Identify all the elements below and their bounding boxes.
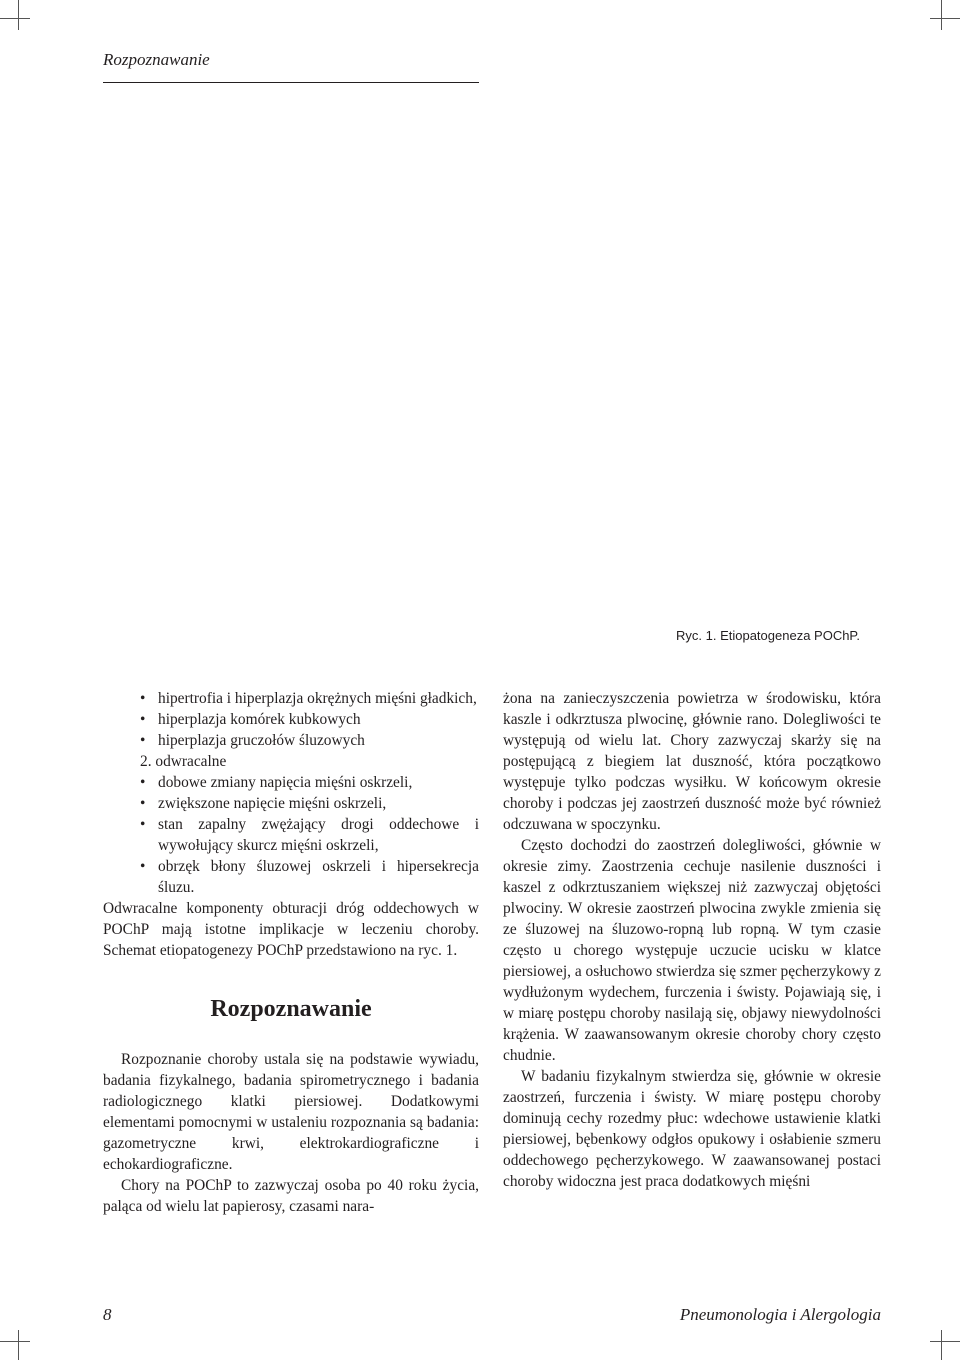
bullet-icon: •	[140, 690, 146, 707]
left-column	[103, 688, 479, 1217]
crop-mark	[18, 0, 19, 30]
journal-name: Pneumonologia i Alergologia	[679, 1305, 881, 1324]
list-item-text: hiperplazja komórek kubkowych	[158, 711, 361, 728]
section-heading: Rozpoznawanie	[210, 996, 372, 1022]
running-title: Rozpoznawanie	[103, 50, 210, 69]
bullet-icon: •	[140, 795, 146, 812]
paragraph-reversible: Odwracalne komponenty obturacji dróg oddechowych w POChP mają istotne implikacje w leczeniu choroby. Schemat etiopatogenezy POChP przedstawiono na ryc. 1.	[103, 900, 479, 959]
list-item	[103, 688, 479, 709]
right-column	[503, 688, 881, 1192]
crop-mark	[18, 1330, 19, 1360]
crop-mark	[0, 18, 30, 19]
crop-mark	[941, 0, 942, 30]
bullet-icon: •	[140, 711, 146, 728]
list-item-text: hipertrofia i hiperplazja okrężnych mięśni gładkich,	[158, 690, 477, 707]
list-item	[103, 730, 479, 751]
list-item	[103, 709, 479, 730]
numbered-item: 2. odwracalne	[140, 753, 227, 770]
crop-mark	[0, 1341, 30, 1342]
list-item	[103, 814, 479, 856]
list-item-text: zwiększone napięcie mięśni oskrzeli,	[158, 795, 387, 812]
list-item-text: stan zapalny zwężający drogi oddechowe i wywołujący skurcz mięśni oskrzeli,	[158, 816, 479, 854]
bullet-icon: •	[140, 774, 146, 791]
bullet-icon: •	[140, 732, 146, 749]
page-number: 8	[103, 1305, 112, 1324]
bullet-icon: •	[140, 858, 146, 875]
crop-mark	[930, 18, 960, 19]
list-item-text: obrzęk błony śluzowej oskrzeli i hipersekrecja śluzu.	[158, 858, 479, 896]
list-item	[103, 772, 479, 793]
crop-mark	[941, 1330, 942, 1360]
list-item	[103, 793, 479, 814]
list-item	[103, 856, 479, 898]
figure-area	[103, 100, 881, 620]
paragraph-exacerbations: Często dochodzi do zaostrzeń dolegliwości, głównie w okresie zimy. Zaostrzenia cechuje nasilenie duszności i kaszel z odkrztuszaniem większej niż zazwyczaj objętości plwociny. W okresie zaostrzeń plwocina zwykle zmienia się ze śluzowej na śluzowo-ropną lub ropną. W tym czasie często u chorego występuje uczucie ucisku w klatce piersiowej, a osłuchowo stwierdza się szmer pęcherzykowy z wydłużonym wydechem, furczenia i świsty. Pojawiają się, i w miarę postępu choroby nasilają się, objawy niewydolności krążenia. W zaawansowanym okresie choroby chory często chudnie.	[503, 837, 881, 1064]
paragraph-symptoms: żona na zanieczyszczenia powietrza w środowisku, która kaszle i odkrztusza plwocinę, głównie rano. Dolegliwości te występują od wielu lat. Chory zazwyczaj skarży się na postępującą z biegiem lat duszność, która początkowo występuje tylko podczas wysiłku. W końcowym okresie choroby i podczas jej zaostrzeń duszność może być również odczuwana w spoczynku.	[503, 690, 881, 833]
bullet-list-irreversible	[103, 688, 479, 751]
list-item-text: dobowe zmiany napięcia mięśni oskrzeli,	[158, 774, 413, 791]
header-rule	[103, 82, 479, 83]
bullet-list-reversible	[103, 772, 479, 898]
crop-mark	[930, 1341, 960, 1342]
list-item-text: hiperplazja gruczołów śluzowych	[158, 732, 365, 749]
figure-caption: Ryc. 1. Etiopatogeneza POChP.	[676, 628, 861, 643]
paragraph-physical-exam: W badaniu fizykalnym stwierdza się, głównie w okresie zaostrzeń, furczenia i świsty. W miarę postępu choroby dominują cechy rozedmy płuc: wdechowe ustawienie klatki piersiowej, bębenkowy odgłos opukowy i osłabienie szmeru oddechowego pęcherzykowego. W zaawansowanej postaci choroby widoczna jest praca dodatkowych mięśni	[503, 1068, 881, 1190]
bullet-icon: •	[140, 816, 146, 833]
paragraph-diagnosis: Rozpoznanie choroby ustala się na podstawie wywiadu, badania fizykalnego, badania spirometrycznego i badania radiologicznego klatki piersiowej. Dodatkowymi elementami pomocnymi w ustaleniu rozpoznania są badania: gazometryczne krwi, elektrokardiograficzne i echokardiograficzne.	[103, 1051, 479, 1173]
paragraph-patient: Chory na POChP to zazwyczaj osoba po 40 roku życia, paląca od wielu lat papierosy, czasami nara-	[103, 1177, 479, 1215]
